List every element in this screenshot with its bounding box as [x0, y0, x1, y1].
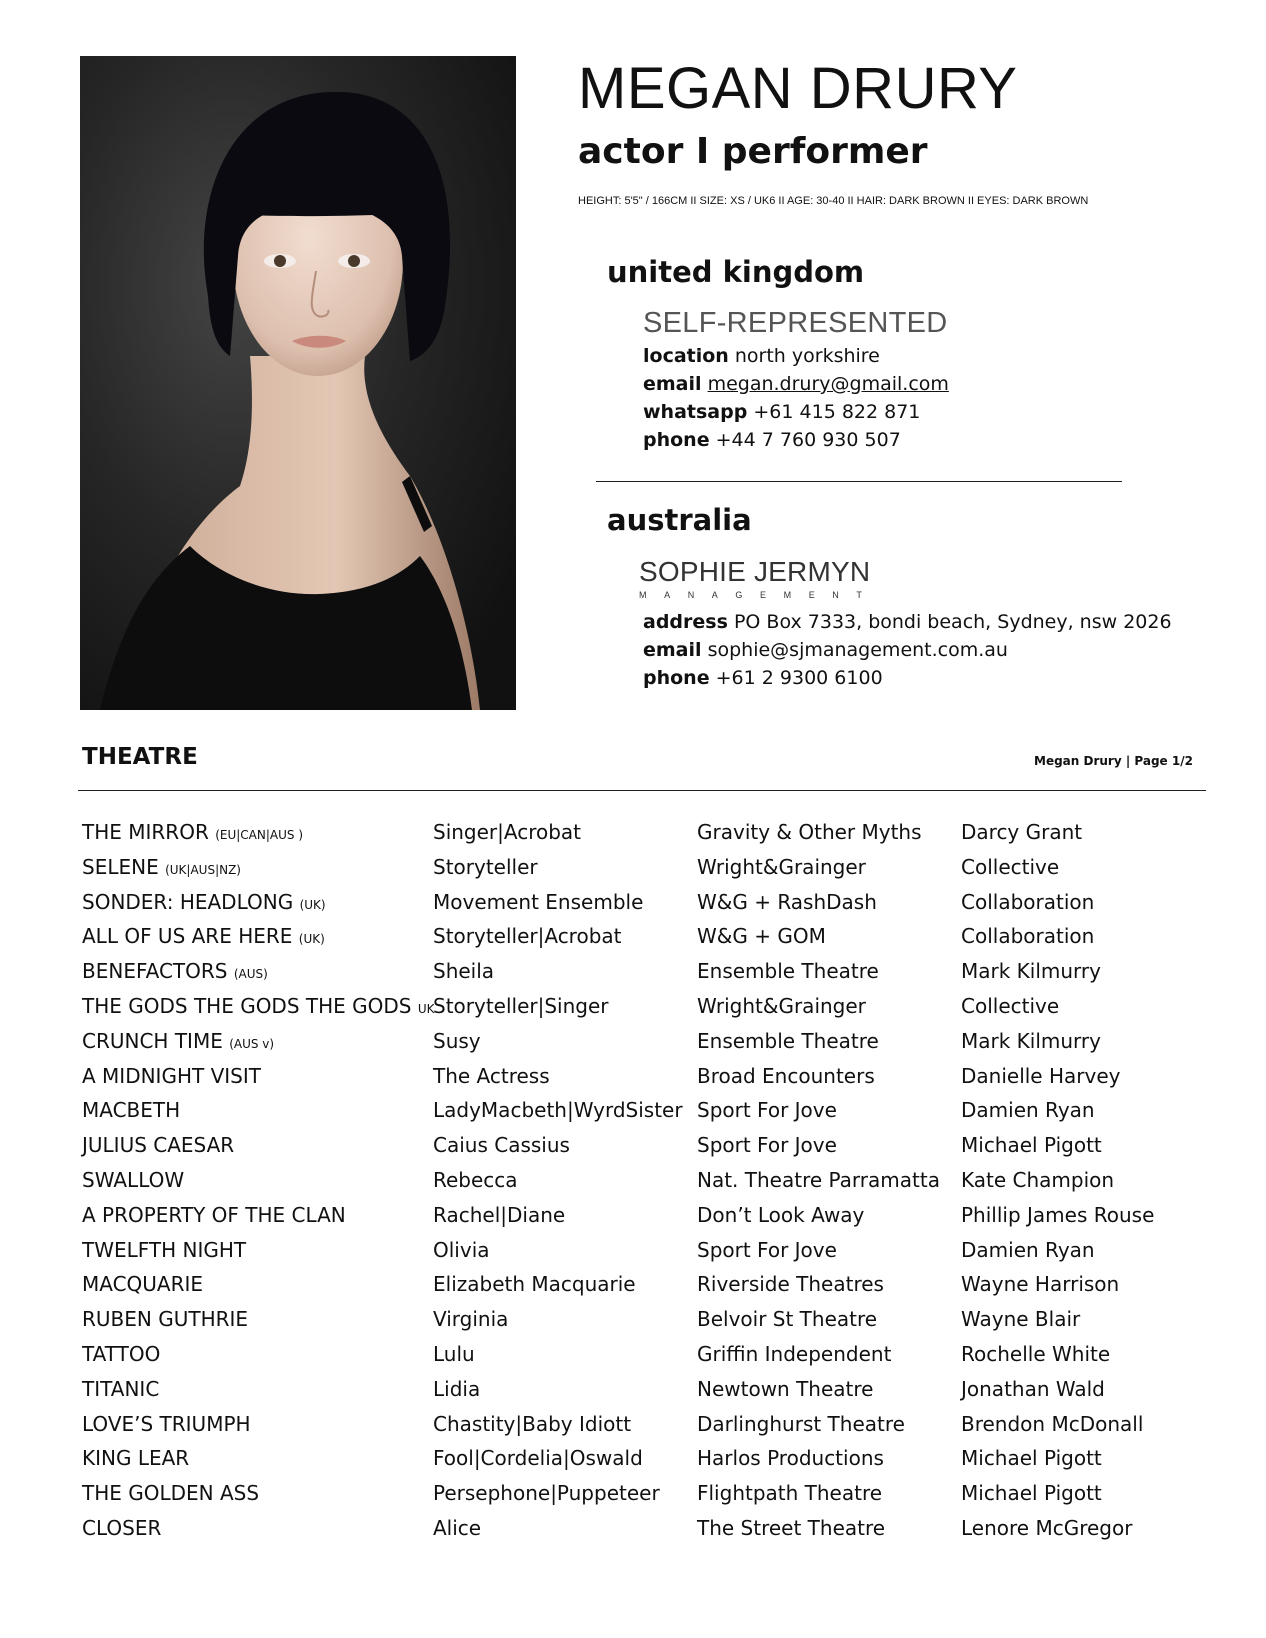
credit-row: [82, 1233, 1202, 1268]
credit-row: [82, 1059, 1202, 1094]
credit-role: Lidia: [433, 1376, 481, 1401]
credit-director: Kate Champion: [961, 1167, 1115, 1192]
credit-row: [82, 1093, 1202, 1128]
agency-name-australia: SOPHIE JERMYN: [639, 556, 871, 587]
credit-company: Broad Encounters: [697, 1063, 875, 1088]
credit-role: Movement Ensemble: [433, 889, 644, 914]
production-region-note: (AUS): [233, 967, 268, 982]
credit-director: Rochelle White: [961, 1341, 1111, 1366]
credit-director: Mark Kilmurry: [961, 1028, 1101, 1053]
address-row: [643, 608, 1172, 636]
credit-company: W&G + GOM: [697, 924, 826, 949]
credit-role: Caius Cassius: [433, 1133, 570, 1158]
credit-company: Sport For Jove: [697, 1133, 837, 1158]
credit-company: Belvoir St Theatre: [697, 1307, 878, 1332]
credit-row: [82, 1163, 1202, 1198]
production-title: THE GOLDEN ASS: [82, 1481, 260, 1506]
address-value: PO Box 7333, bondi beach, Sydney, nsw 2026: [733, 611, 1172, 633]
credit-title: [82, 1128, 234, 1163]
credit-row: [82, 815, 1202, 850]
credit-row: [82, 1511, 1202, 1546]
email-row-uk: [643, 370, 949, 398]
credit-row: [82, 1024, 1202, 1059]
production-title: TATTOO: [82, 1341, 161, 1366]
section-divider: [596, 481, 1122, 482]
email-value-australia[interactable]: sophie@sjmanagement.com.au: [707, 639, 1008, 661]
production-title: CRUNCH TIME: [82, 1028, 223, 1053]
credit-director: Collective: [961, 854, 1060, 879]
credit-company: The Street Theatre: [697, 1515, 886, 1540]
credit-company: Ensemble Theatre: [697, 1028, 879, 1053]
credit-company: Wright&Grainger: [697, 854, 866, 879]
whatsapp-row: [643, 398, 949, 426]
credit-company: Sport For Jove: [697, 1098, 837, 1123]
credit-row: [82, 850, 1202, 885]
credit-company: W&G + RashDash: [697, 889, 877, 914]
production-title: BENEFACTORS: [82, 959, 228, 984]
credit-row: [82, 989, 1202, 1024]
address-label: address: [643, 611, 728, 633]
credit-title: [82, 1407, 251, 1442]
credit-title: [82, 1302, 248, 1337]
credit-director: Collaboration: [961, 924, 1095, 949]
credit-row: [82, 1372, 1202, 1407]
production-title: TWELFTH NIGHT: [82, 1237, 247, 1262]
credit-company: Newtown Theatre: [697, 1376, 874, 1401]
whatsapp-value: +61 415 822 871: [753, 401, 921, 423]
production-title: MACBETH: [82, 1098, 181, 1123]
location-row: [643, 342, 949, 370]
region-heading-uk: united kingdom: [607, 255, 865, 289]
credit-director: Michael Pigott: [961, 1481, 1102, 1506]
credit-role: Susy: [433, 1028, 481, 1053]
production-title: CLOSER: [82, 1515, 162, 1540]
phone-row-uk: [643, 426, 949, 454]
phone-value-australia: +61 2 9300 6100: [715, 667, 883, 689]
credit-title: [82, 1233, 246, 1268]
credit-director: Jonathan Wald: [961, 1376, 1105, 1401]
production-title: TITANIC: [82, 1376, 160, 1401]
production-title: A PROPERTY OF THE CLAN: [82, 1202, 346, 1227]
credit-title: [82, 1059, 261, 1094]
credit-director: Phillip James Rouse: [961, 1202, 1155, 1227]
credit-director: Wayne Blair: [961, 1307, 1081, 1332]
tagline: actor I performer: [578, 131, 928, 172]
agency-subtitle-australia: MANAGEMENT: [639, 590, 880, 600]
production-title: MACQUARIE: [82, 1272, 204, 1297]
credit-director: Michael Pigott: [961, 1133, 1102, 1158]
production-title: RUBEN GUTHRIE: [82, 1307, 249, 1332]
region-heading-australia: australia: [607, 503, 752, 537]
production-title: SWALLOW: [82, 1167, 185, 1192]
theatre-rule: [78, 790, 1206, 791]
credit-role: Elizabeth Macquarie: [433, 1272, 636, 1297]
credit-title: [82, 885, 326, 923]
credit-company: Don’t Look Away: [697, 1202, 865, 1227]
credit-title: [82, 1093, 180, 1128]
credit-title: [82, 1441, 189, 1476]
credit-title: [82, 1337, 160, 1372]
credit-role: Lulu: [433, 1341, 475, 1366]
phone-row-australia: [643, 664, 1172, 692]
credit-role: Singer|Acrobat: [433, 820, 582, 844]
agency-logo-australia: [639, 558, 880, 600]
location-label: location: [643, 345, 729, 367]
credit-role: Olivia: [433, 1237, 490, 1262]
physical-stats: HEIGHT: 5'5" / 166CM II SIZE: XS / UK6 II AGE: 30-40 II HAIR: DARK BROWN II EYES: DARK BROWN: [578, 195, 1089, 207]
credit-row: [82, 1198, 1202, 1233]
production-region-note: (AUS v): [229, 1036, 275, 1051]
phone-value-uk: +44 7 760 930 507: [715, 429, 901, 451]
credit-title: [82, 815, 303, 853]
credit-role: Storyteller|Singer: [433, 993, 609, 1018]
contact-block-australia: [643, 608, 1172, 692]
credit-director: Brendon McDonall: [961, 1411, 1144, 1436]
page-number-label: Megan Drury | Page 1/2: [1034, 754, 1193, 768]
credit-role: Virginia: [433, 1307, 509, 1332]
credit-director: Darcy Grant: [961, 820, 1083, 844]
credit-director: Danielle Harvey: [961, 1063, 1121, 1088]
headshot-photo: [80, 56, 516, 710]
credit-title: [82, 1267, 203, 1302]
credit-company: Riverside Theatres: [697, 1272, 884, 1297]
whatsapp-label: whatsapp: [643, 401, 748, 423]
production-title: LOVE’S TRIUMPH: [82, 1411, 251, 1436]
location-value: north yorkshire: [734, 345, 880, 367]
production-title: THE MIRROR: [82, 820, 209, 844]
credit-row: [82, 954, 1202, 989]
credit-role: Rachel|Diane: [433, 1202, 566, 1227]
credit-role: Chastity|Baby Idiott: [433, 1411, 632, 1436]
credit-company: Sport For Jove: [697, 1237, 837, 1262]
headshot-illustration: [80, 56, 516, 710]
credit-role: Alice: [433, 1515, 482, 1540]
phone-label: phone: [643, 429, 710, 451]
credit-title: [82, 954, 268, 992]
email-label: email: [643, 373, 702, 395]
credit-title: [82, 1024, 274, 1062]
production-region-note: (UK): [299, 897, 326, 912]
credit-role: Rebecca: [433, 1167, 518, 1192]
credit-role: Sheila: [433, 959, 495, 984]
production-title: THE GODS THE GODS THE GODS: [82, 993, 412, 1018]
production-title: KING LEAR: [82, 1446, 190, 1471]
credit-row: [82, 1441, 1202, 1476]
credit-role: Fool|Cordelia|Oswald: [433, 1446, 643, 1471]
credit-title: [82, 1476, 259, 1511]
production-title: SELENE: [82, 854, 159, 879]
credit-director: Damien Ryan: [961, 1237, 1095, 1262]
credit-company: Griffin Independent: [697, 1341, 892, 1366]
production-region-note: (EU|CAN|AUS ): [215, 828, 304, 842]
credit-director: Damien Ryan: [961, 1098, 1095, 1123]
credit-row: [82, 1128, 1202, 1163]
email-row-australia: [643, 636, 1172, 664]
agency-name-uk: SELF-REPRESENTED: [643, 307, 948, 339]
credit-row: [82, 1267, 1202, 1302]
credit-director: Collaboration: [961, 889, 1095, 914]
credit-director: Mark Kilmurry: [961, 959, 1101, 984]
production-region-note: UK: [417, 1001, 435, 1016]
credit-title: [82, 919, 325, 957]
credit-title: [82, 1511, 161, 1546]
email-link-uk[interactable]: megan.drury@gmail.com: [707, 373, 949, 395]
credit-row: [82, 919, 1202, 954]
production-title: ALL OF US ARE HERE: [82, 924, 293, 949]
production-region-note: (UK): [298, 932, 325, 947]
credit-company: Gravity & Other Myths: [697, 820, 922, 844]
credit-role: Storyteller: [433, 854, 538, 879]
credit-title: [82, 989, 435, 1027]
production-title: SONDER: HEADLONG: [82, 889, 294, 914]
credit-row: [82, 1407, 1202, 1442]
credit-company: Flightpath Theatre: [697, 1481, 883, 1506]
credit-company: Nat. Theatre Parramatta: [697, 1167, 940, 1192]
email-label: email: [643, 639, 702, 661]
credit-company: Harlos Productions: [697, 1446, 884, 1471]
theatre-heading: THEATRE: [82, 744, 198, 770]
credit-director: Michael Pigott: [961, 1446, 1102, 1471]
production-region-note: (UK|AUS|NZ): [165, 862, 241, 877]
credit-role: Storyteller|Acrobat: [433, 924, 622, 949]
production-title: JULIUS CAESAR: [82, 1133, 235, 1158]
credit-row: [82, 1337, 1202, 1372]
contact-block-uk: [643, 342, 949, 454]
credit-company: Ensemble Theatre: [697, 959, 879, 984]
credit-director: Lenore McGregor: [961, 1515, 1133, 1540]
actor-name: MEGAN DRURY: [578, 56, 1018, 121]
credit-director: Wayne Harrison: [961, 1272, 1120, 1297]
production-title: A MIDNIGHT VISIT: [82, 1063, 261, 1088]
credit-company: Wright&Grainger: [697, 993, 866, 1018]
credit-role: Persephone|Puppeteer: [433, 1481, 660, 1506]
credit-title: [82, 1372, 159, 1407]
credit-company: Darlinghurst Theatre: [697, 1411, 905, 1436]
credit-role: LadyMacbeth|WyrdSister: [433, 1098, 683, 1123]
credit-row: [82, 1476, 1202, 1511]
credit-role: The Actress: [433, 1063, 550, 1088]
credit-title: [82, 850, 241, 888]
phone-label: phone: [643, 667, 710, 689]
credit-title: [82, 1163, 184, 1198]
credit-title: [82, 1198, 346, 1233]
credit-director: Collective: [961, 993, 1060, 1018]
theatre-credits-table: [82, 815, 1202, 1546]
credit-row: [82, 885, 1202, 920]
credit-row: [82, 1302, 1202, 1337]
